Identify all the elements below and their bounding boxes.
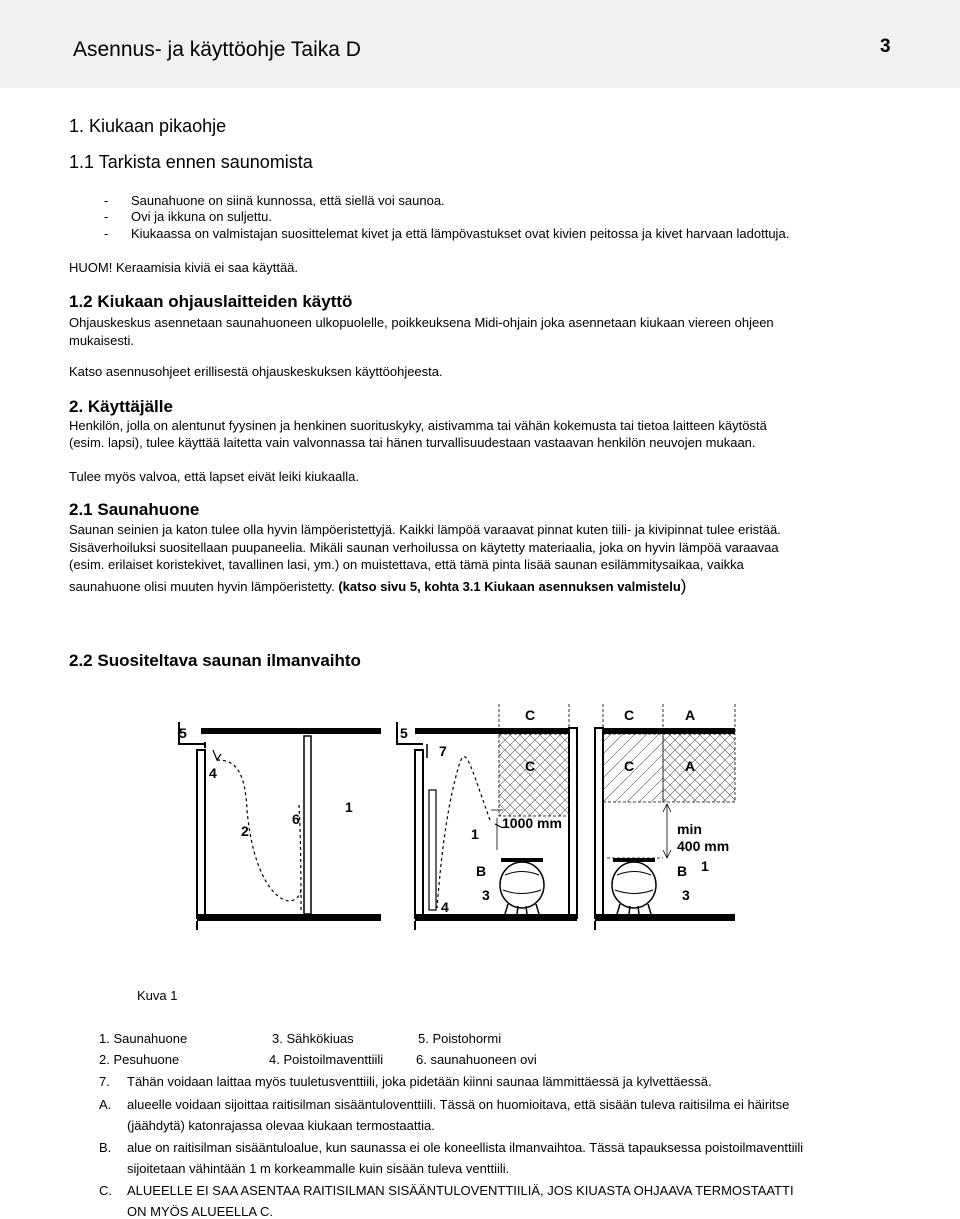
label-7: 7 (439, 743, 447, 759)
label-c: C (525, 707, 536, 723)
drawing-natural-ventilation (179, 722, 381, 930)
legend-text: alue on raitisilman sisääntuloalue, kun saunassa ei ole koneellista ilmanvaihtoa. Tässä tapauksessa poistoilmaventtiili (127, 1140, 804, 1155)
legend-text: ON MYÖS ALUEELLA C. (127, 1204, 273, 1219)
document-title: Asennus- ja käyttöohje Taika D (73, 38, 361, 61)
label-5: 5 (179, 725, 187, 741)
legend-text: alueelle voidaan sijoittaa raitisilman sisääntuloventtiili. Tässä on huomioitava, että sisään tuleva raitisilma ei häiritse (127, 1097, 790, 1112)
legend-item: 6. saunahuoneen ovi (416, 1052, 537, 1067)
section-2-2-heading: 2.2 Suositeltava saunan ilmanvaihto (69, 651, 361, 670)
left-wall (197, 750, 205, 918)
label-a: A (685, 758, 696, 774)
legend-item: 5. Poistohormi (418, 1031, 502, 1046)
label-c: C (525, 758, 536, 774)
left-wall (595, 728, 603, 918)
paragraph-line-reference (69, 576, 686, 596)
cross-reference: (katso sivu 5, kohta 3.1 Kiukaan asennuksen valmistelu (338, 579, 681, 594)
paragraph-line: Tulee myös valvoa, että lapset eivät leiki kiukaalla. (69, 469, 359, 484)
label-1000-mm: 1000 mm (502, 815, 562, 831)
section-1-2-heading: 1.2 Kiukaan ohjauslaitteiden käyttö (69, 292, 353, 311)
legend-text: ALUEELLE EI SAA ASENTAA RAITISILMAN SISÄÄNTULOVENTTIILIÄ, JOS KIUASTA OHJAAVA TERMOSTAATTI (127, 1183, 794, 1198)
figure-caption: Kuva 1 (137, 988, 178, 1003)
label-4: 4 (209, 765, 217, 781)
exhaust-pipe (429, 790, 436, 910)
legend-text: sijoitetaan vähintään 1 m korkeammalle kuin sisään tuleva venttiili. (127, 1161, 510, 1176)
label-2: 2 (241, 823, 249, 839)
sauna-heater (500, 858, 544, 914)
zone-c (499, 734, 569, 816)
label-1: 1 (471, 826, 479, 842)
legend-text: Tähän voidaan laittaa myös tuuletusventtiili, joka pidetään kiinni saunaa lämmittäessä ja kylvettäessä. (127, 1074, 712, 1089)
section-2-1-heading: 2.1 Saunahuone (69, 500, 200, 519)
legend-number: 7. (99, 1074, 110, 1089)
floor (197, 914, 381, 921)
legend-number: B. (99, 1140, 112, 1155)
ceiling (595, 728, 735, 734)
section-2-heading: 2. Käyttäjälle (69, 397, 173, 416)
paragraph-line: (esim. lapsi), tulee käyttää laitetta vain valvonnassa tai hänen turvallisuudestaan vastaavan henkilön neuvojen mukaan. (69, 435, 756, 450)
sauna-heater (612, 858, 656, 914)
paragraph-text: saunahuone olisi muuten hyvin lämpöeristetty. (69, 579, 339, 594)
bullet-dash: - (104, 209, 109, 224)
left-wall (415, 750, 423, 918)
ceiling (415, 728, 575, 734)
legend-text: (jäähdytä) katonrajassa olevaa kiukaan termostaattia. (127, 1118, 435, 1133)
label-a: A (685, 707, 696, 723)
label-c: C (624, 707, 635, 723)
air-flow-path (217, 760, 301, 901)
bullet-dash: - (104, 226, 109, 241)
air-flow-path (437, 757, 490, 908)
drawing-mechanical-ventilation (397, 704, 577, 930)
label-6: 6 (292, 811, 300, 827)
label-b: B (476, 863, 487, 879)
right-wall (569, 728, 577, 918)
page-header (0, 0, 960, 88)
label-min: min (677, 821, 702, 837)
section-1-heading: 1. Kiukaan pikaohje (69, 116, 227, 136)
warning-note: HUOM! Keraamisia kiviä ei saa käyttää. (69, 260, 299, 275)
legend-item: 4. Poistoilmaventtiili (269, 1052, 384, 1067)
label-3: 3 (682, 887, 690, 903)
floor (595, 914, 735, 921)
legend-item: 1. Saunahuone (99, 1031, 188, 1046)
zone-a (663, 734, 735, 802)
label-c: C (624, 758, 635, 774)
label-1: 1 (701, 858, 709, 874)
check-item: Ovi ja ikkuna on suljettu. (131, 209, 272, 224)
label-400-mm: 400 mm (677, 838, 730, 854)
drawing-zones (595, 704, 735, 930)
label-1: 1 (345, 799, 353, 815)
legend-item: 3. Sähkökiuas (272, 1031, 354, 1046)
section-1-1-heading: 1.1 Tarkista ennen saunomista (69, 152, 313, 172)
legend-number: C. (99, 1183, 112, 1198)
paragraph-line: Saunan seinien ja katon tulee olla hyvin lämpöeristettyjä. Kaikki lämpöä varaavat pinnat kuten tiili- ja kivipinnat tulee eristää. (69, 522, 781, 537)
page-number: 3 (880, 36, 891, 57)
paragraph-line: Ohjauskeskus asennetaan saunahuoneen ulkopuolelle, poikkeuksena Midi-ohjain joka asennetaan kiukaan viereen ohjeen (69, 315, 774, 330)
label-b: B (677, 863, 688, 879)
check-item: Saunahuone on siinä kunnossa, että siellä voi saunoa. (131, 193, 445, 208)
paragraph-line: Katso asennusohjeet erillisestä ohjauskeskuksen käyttöohjeesta. (69, 364, 443, 379)
legend-item: 2. Pesuhuone (99, 1052, 180, 1067)
ventilation-diagram (165, 700, 745, 960)
ceiling (201, 728, 381, 734)
check-item: Kiukaassa on valmistajan suosittelemat kivet ja että lämpövastukset ovat kivien peitossa ja kivet harvaan ladottuja. (131, 226, 790, 241)
paragraph-line: Henkilön, jolla on alentunut fyysinen ja henkinen suorituskyky, aistivamma tai vähän kokemusta tai tietoa laitteen käytöstä (69, 418, 767, 433)
paragraph-line: Sisäverhoiluksi suositellaan puupaneelia. Mikäli saunan verhoilussa on käytetty materiaalia, joka on hyvin lämpöä varaavaa (69, 540, 779, 555)
floor (415, 914, 577, 921)
paragraph-line: (esim. erilaiset koristekivet, tavallinen lasi, ym.) on muistettava, että tämä pinta lisää saunan esilämmitysaikaa, vaikka (69, 557, 744, 572)
paragraph-line: mukaisesti. (69, 333, 135, 348)
label-3: 3 (482, 887, 490, 903)
label-5: 5 (400, 725, 408, 741)
bullet-dash: - (104, 193, 109, 208)
label-4: 4 (441, 899, 449, 915)
closing-parenthesis: ) (680, 576, 687, 595)
legend-number: A. (99, 1097, 112, 1112)
partition-wall (304, 736, 311, 914)
